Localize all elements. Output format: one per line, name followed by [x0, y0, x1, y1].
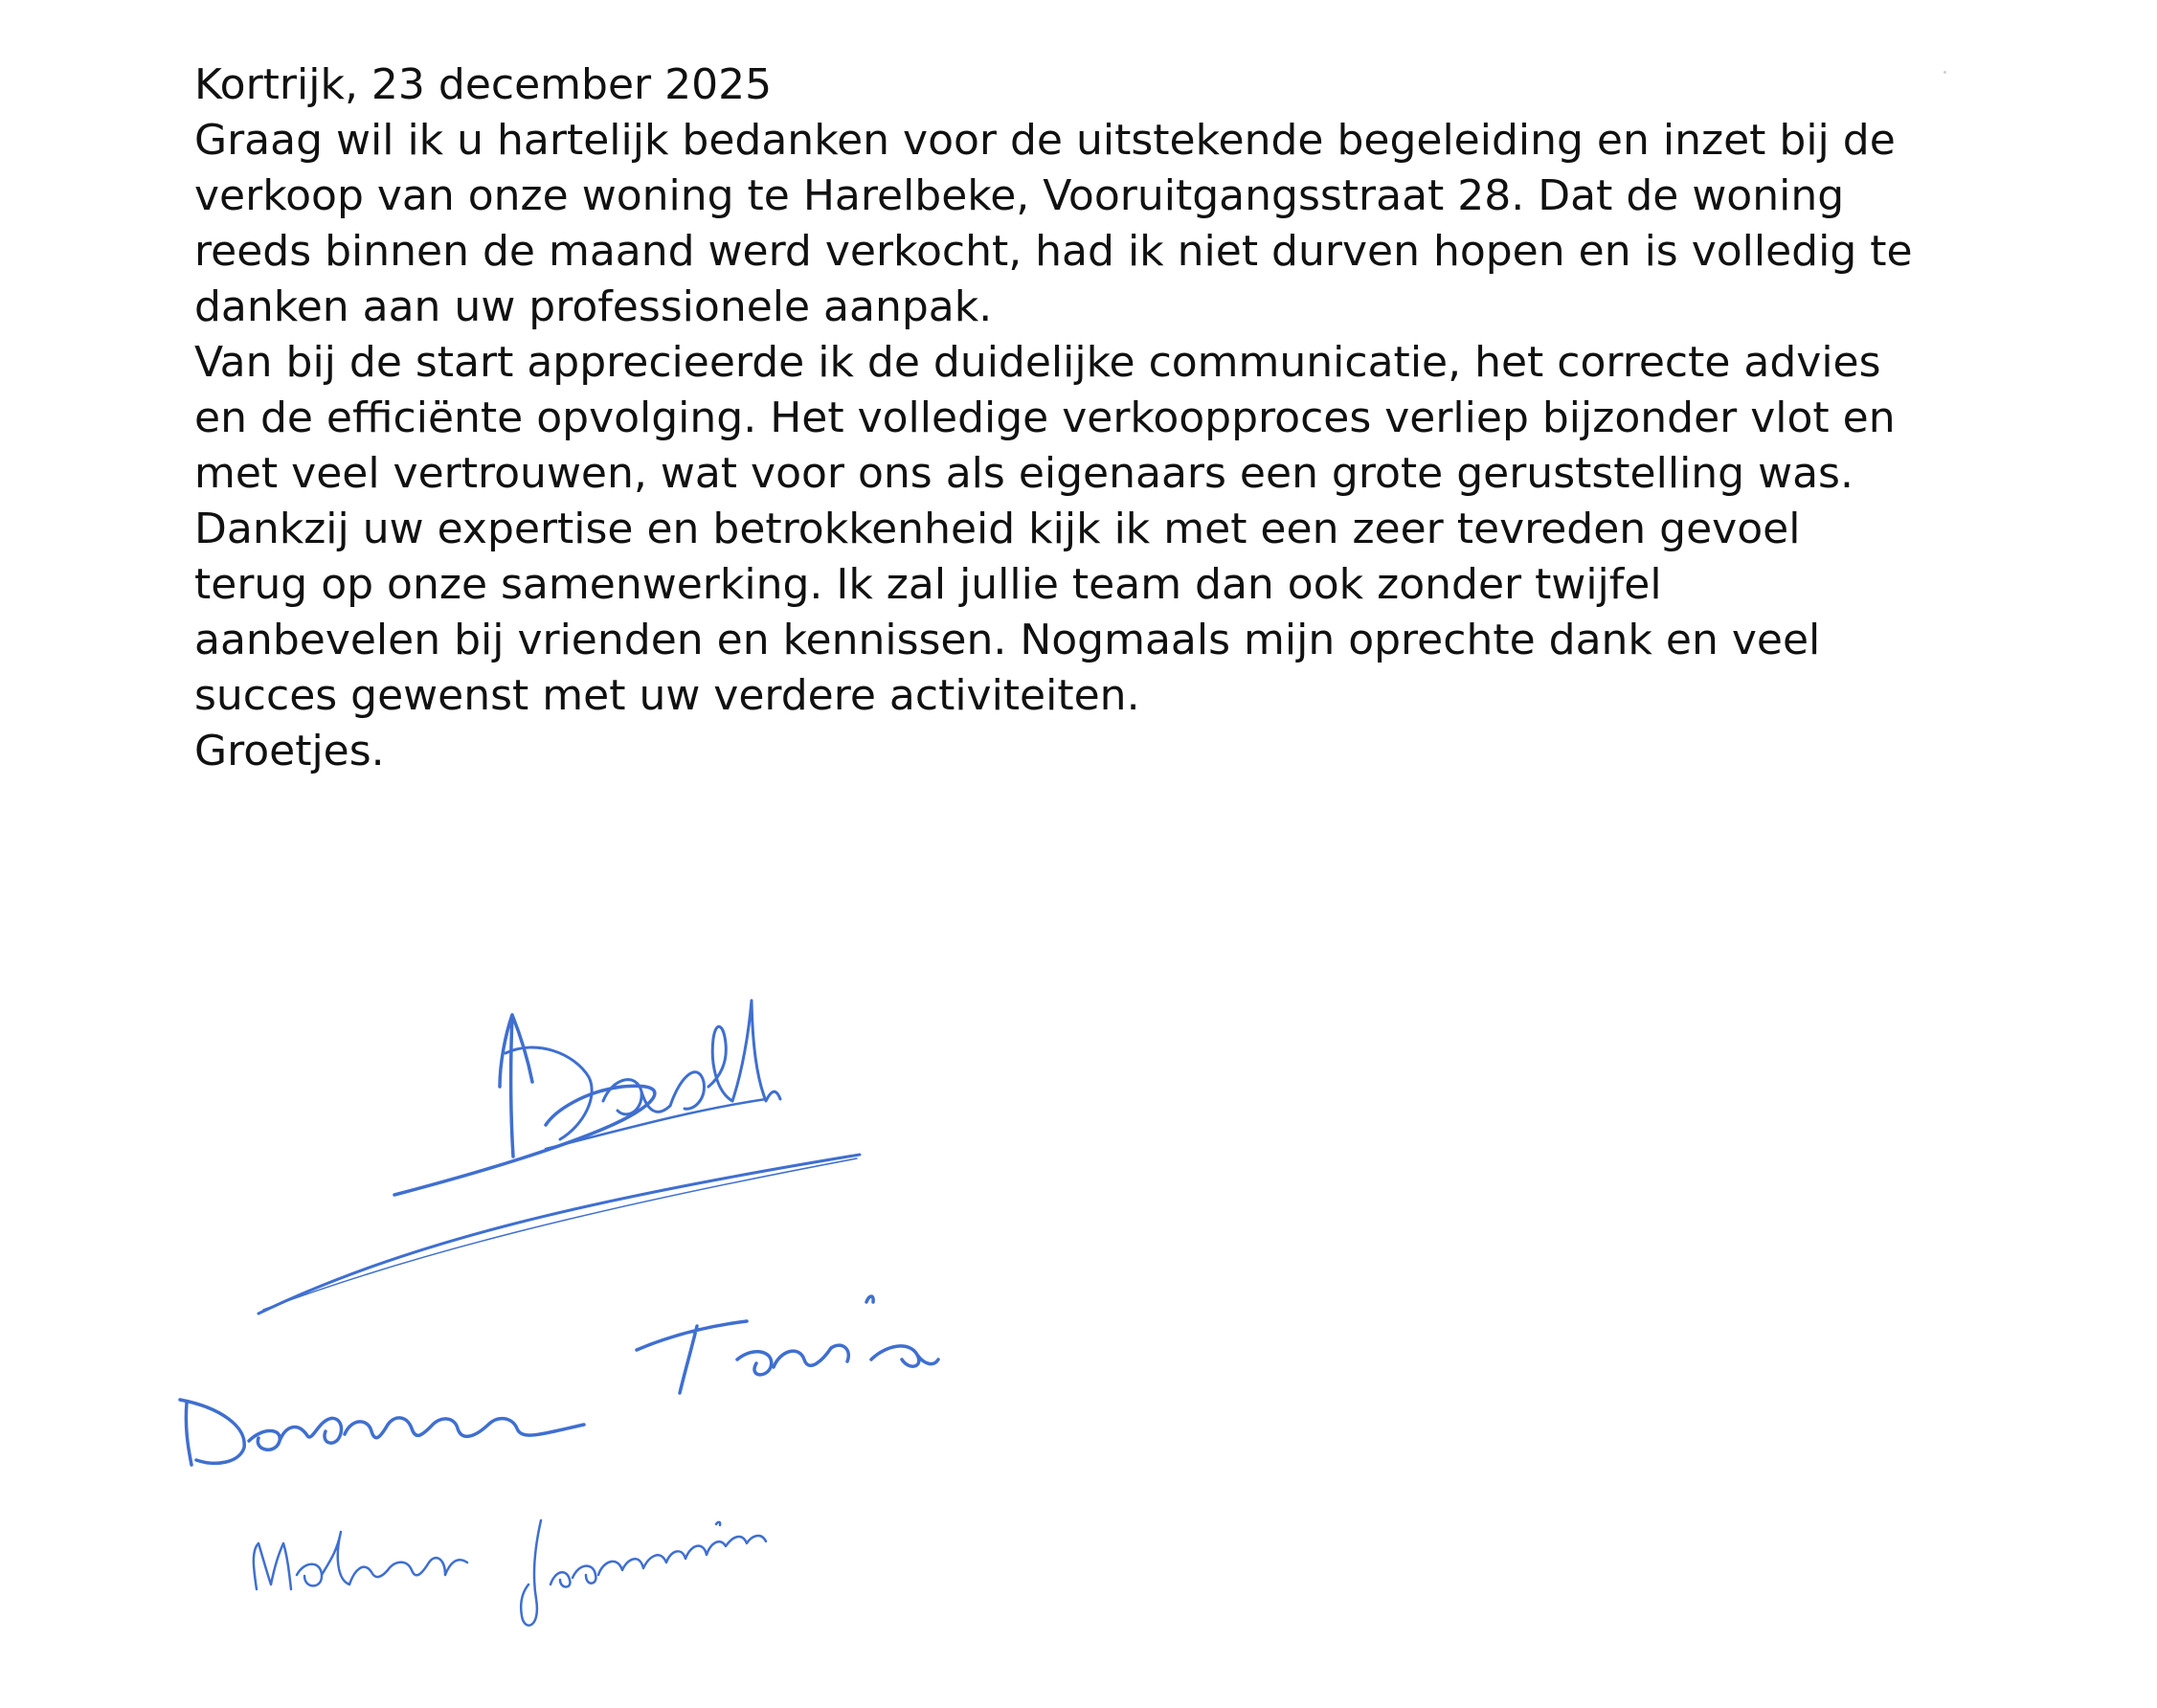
signature-3-stroke [716, 1522, 720, 1525]
paragraph-line: Dankzij uw expertise en betrokkenheid kijk ik met een zeer tevreden gevoel [194, 505, 1801, 553]
signature-1-stroke [394, 1086, 655, 1195]
signature-1-stroke [546, 1099, 766, 1149]
signature-1-stroke [670, 1026, 732, 1109]
scan-speck [1944, 71, 1946, 74]
paragraph-line: succes gewenst met uw verdere activiteiten. [194, 671, 1140, 720]
signature-3-stroke [254, 1543, 291, 1589]
closing-greeting: Groetjes. [194, 727, 385, 775]
signature-2-stroke [180, 1400, 244, 1465]
signature-3-stroke [297, 1532, 467, 1585]
paragraph-line: Van bij de start apprecieerde ik de duidelijke communicatie, het correcte advies [194, 338, 1881, 387]
signature-1-stroke [506, 1047, 592, 1139]
signature-2-stroke [249, 1418, 342, 1450]
signature-2-stroke [345, 1418, 584, 1438]
paragraph-line: verkoop van onze woning te Harelbeke, Vooruitgangsstraat 28. Dat de woning [194, 171, 1845, 220]
signature-1-stroke [732, 1000, 780, 1101]
paragraph-line: en de efficiënte opvolging. Het volledige verkoopproces verliep bijzonder vlot en [194, 393, 1896, 442]
paragraph-line: met veel vertrouwen, wat voor ons als eigenaars een grote geruststelling was. [194, 449, 1854, 498]
paragraph-line: danken aan uw professionele aanpak. [194, 282, 993, 331]
signature-3-stroke [521, 1520, 541, 1626]
letter-body [194, 57, 2033, 779]
paragraph-line: terug op onze samenwerking. Ik zal jullie team dan ook zonder twijfel [194, 560, 1662, 609]
signature-ink [180, 1000, 938, 1626]
signature-1-stroke [500, 1015, 532, 1157]
signature-1-stroke [263, 1158, 857, 1310]
signature-1-stroke [258, 1155, 860, 1314]
paragraph-3 [194, 502, 2033, 724]
paragraph-2 [194, 335, 2033, 502]
signature-2-stroke [637, 1321, 831, 1393]
signature-2-stroke [831, 1296, 938, 1366]
place-date: Kortrijk, 23 december 2025 [194, 60, 773, 109]
signature-1-stroke [603, 1080, 670, 1114]
paragraph-line: aanbevelen bij vrienden en kennissen. Nogmaals mijn oprechte dank en veel [194, 616, 1821, 664]
paragraph-line: Graag wil ik u hartelijk bedanken voor de uitstekende begeleiding en inzet bij de [194, 116, 1896, 165]
signature-3-stroke [550, 1536, 766, 1586]
paragraph-1 [194, 113, 2033, 335]
paragraph-line: reeds binnen de maand werd verkocht, had ik niet durven hopen en is volledig te [194, 227, 1913, 276]
